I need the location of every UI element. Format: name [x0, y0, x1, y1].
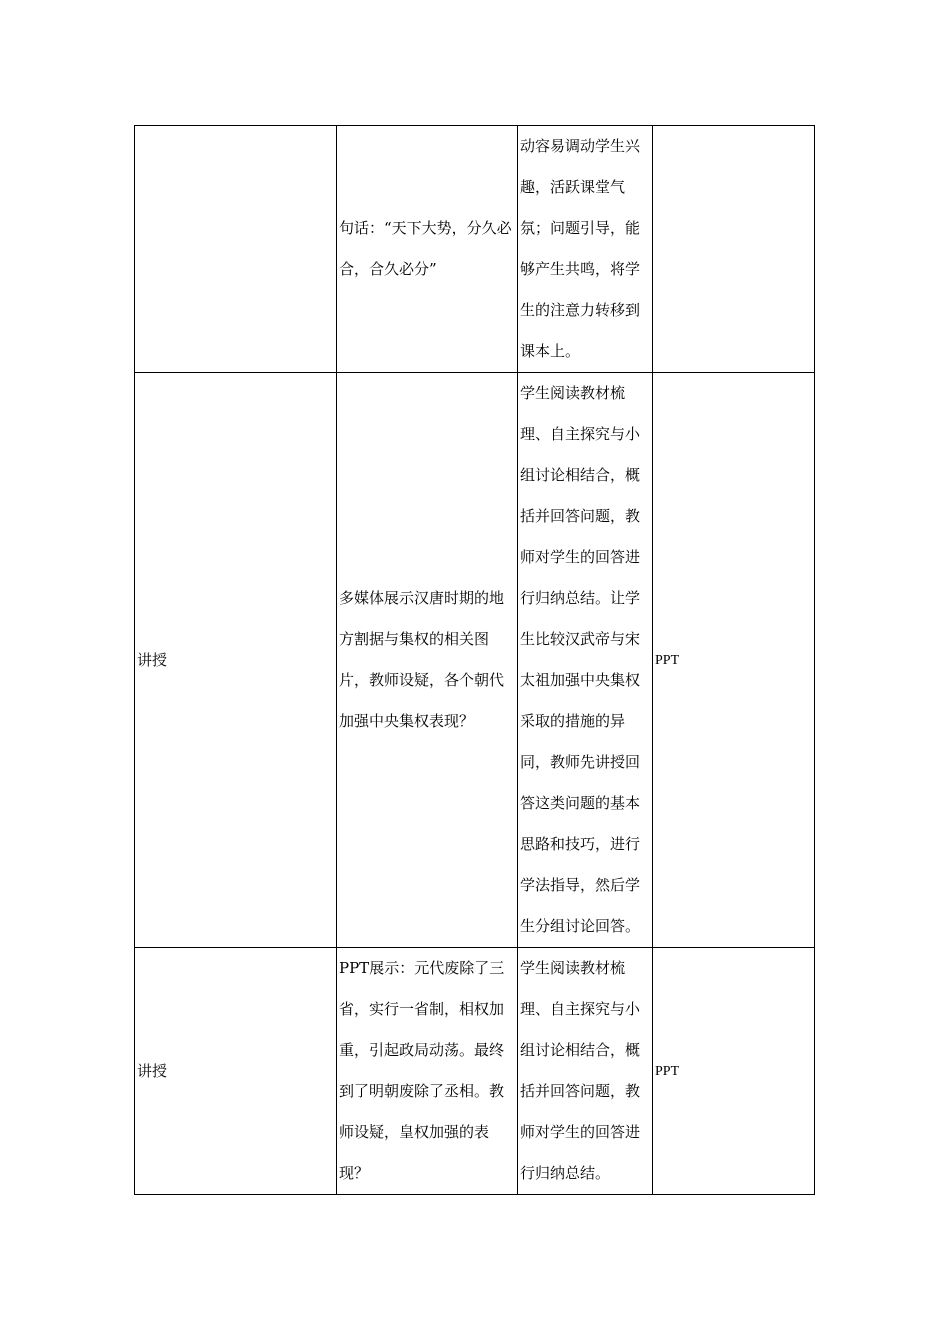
teacher-activity-cell: 句话：“天下大势，分久必合，合久必分”: [337, 126, 518, 373]
table-row: [135, 948, 815, 1195]
stage-cell: 讲授: [135, 373, 337, 948]
media-cell: [653, 126, 815, 373]
student-activity-cell: 学生阅读教材梳理、自主探究与小组讨论相结合，概括并回答问题，教师对学生的回答进行归纳总结。: [518, 948, 653, 1195]
stage-cell: 讲授: [135, 948, 337, 1195]
stage-cell: [135, 126, 337, 373]
table-row: [135, 126, 815, 373]
lesson-plan-table: [134, 125, 815, 1195]
student-activity-cell: 学生阅读教材梳理、自主探究与小组讨论相结合，概括并回答问题，教师对学生的回答进行归纳总结。让学生比较汉武帝与宋太祖加强中央集权采取的措施的异同，教师先讲授回答这类问题的基本思路和技巧，进行学法指导，然后学生分组讨论回答。: [518, 373, 653, 948]
media-cell: PPT: [653, 948, 815, 1195]
media-cell: PPT: [653, 373, 815, 948]
table-row: [135, 373, 815, 948]
teacher-activity-cell: PPT展示：元代废除了三省，实行一省制，相权加重，引起政局动荡。最终到了明朝废除了丞相。教师设疑，皇权加强的表现？: [337, 948, 518, 1195]
teacher-activity-cell: 多媒体展示汉唐时期的地方割据与集权的相关图片，教师设疑，各个朝代加强中央集权表现？: [337, 373, 518, 948]
student-activity-cell: 动容易调动学生兴趣，活跃课堂气氛；问题引导，能够产生共鸣，将学生的注意力转移到课本上。: [518, 126, 653, 373]
